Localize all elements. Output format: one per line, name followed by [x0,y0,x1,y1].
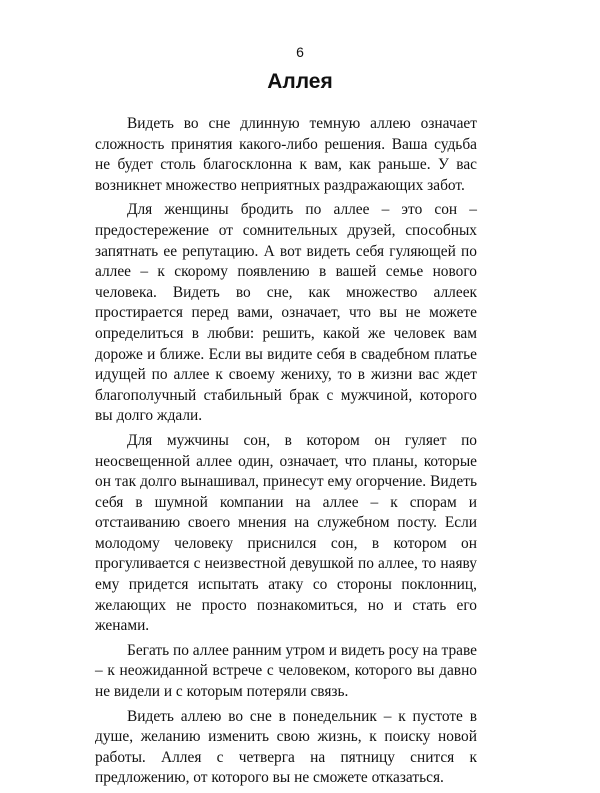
paragraph-men: Для мужчины сон, в котором он гуляет по неосвещенной аллее один, означает, что планы, которые он так долго вынашивал, принесут ему огорчение. Видеть себя в шумной компании на аллее – к спорам и отстаиванию своего мнения на служебном посту. Если молодому человеку приснился сон, в котором он прогуливается с неизвестной девушкой по аллее, то наяву ему придется испытать атаку со стороны поклонниц, желающих не просто познакомиться, но и стать его женами. [95,431,477,635]
paragraph-general: Видеть во сне длинную темную аллею означает сложность принятия какого-либо решения. Ваша судьба не будет столь благосклонна к вам, как раньше. У вас возникнет множество неприятных раздражающих забот. [95,115,477,194]
page-number: 6 [296,44,304,60]
paragraph-morning-run: Бегать по аллее ранним утром и видеть росу на траве – к неожиданной встрече с человеком, которого вы давно не видели и с которым потеряли связь. [95,641,477,701]
page-title: Аллея [267,70,333,93]
paragraph-women: Для женщины бродить по аллее – это сон – предостережение от сомнительных друзей, способных запятнать ее репутацию. А вот видеть себя гуляющей по аллее – к скорому появлению в вашей семье нового человека. Видеть во сне, как множество аллеек простирается перед вами, означает, что вы не можете определиться в любви: решить, какой же человек вам дороже и ближе. Если вы видите себя в свадебном платье идущей по аллее к своему жениху, то в жизни вас ждет благополучный стабильный брак с мужчиной, которого вы долго ждали. [95,201,477,425]
article-body [95,114,477,793]
paragraph-weekdays: Видеть аллею во сне в понедельник – к пустоте в душе, желанию изменить свою жизнь, к поиску новой работы. Аллея с четверга на пятницу снится к предложению, от которого вы не сможете отказаться. [95,707,477,787]
